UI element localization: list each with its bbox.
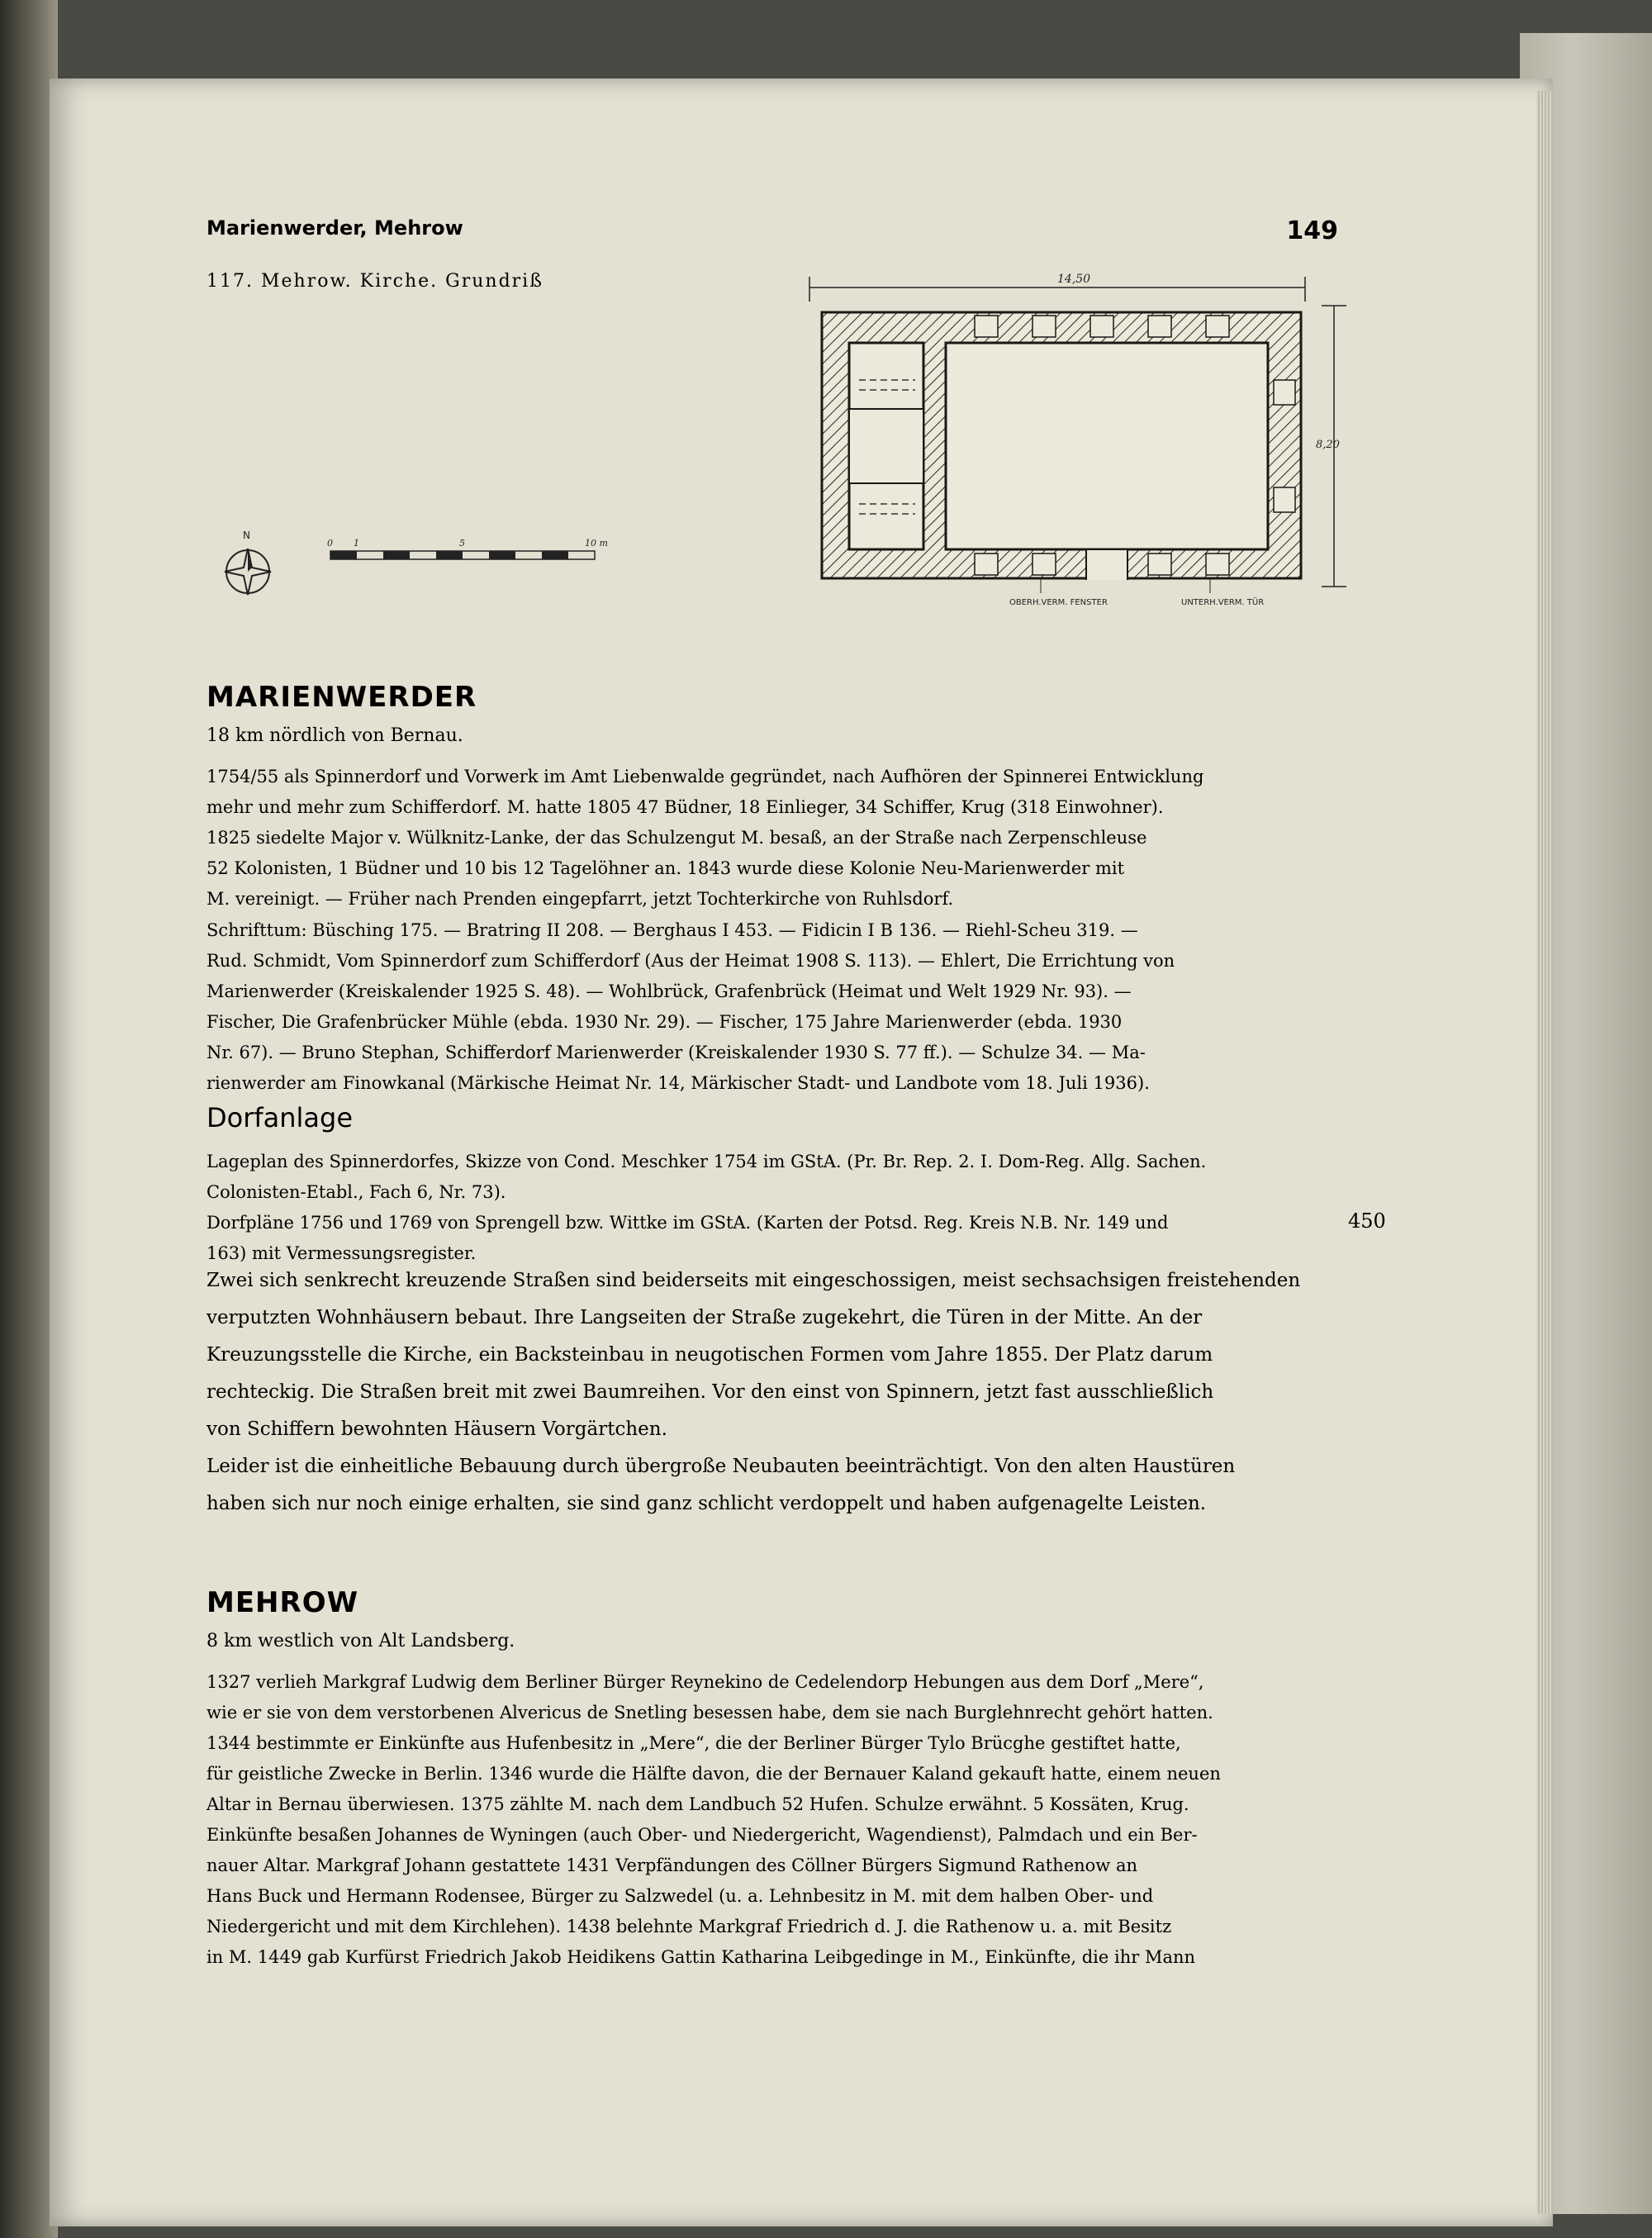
text-line: Lageplan des Spinnerdorfes, Skizze von Cond. Meschker 1754 im GStA. (Pr. Br. Rep. 2. I. Dom-Reg. Allg. Sachen. — [206, 1152, 1207, 1171]
text-line: 1825 siedelte Major v. Wülknitz-Lanke, der das Schulzengut M. besaß, an der Straße nach Zerpenschleuse — [206, 828, 1147, 848]
page-number: 149 — [1286, 216, 1338, 245]
text-line: M. vereinigt. — Früher nach Prenden eingepfarrt, jetzt Tochterkirche von Ruhlsdorf. — [206, 889, 954, 909]
text-line: rienwerder am Finowkanal (Märkische Heimat Nr. 14, Märkischer Stadt- und Landbote vom 18. Juli 1936). — [206, 1073, 1150, 1093]
scale-label-10: 10 m — [585, 538, 608, 549]
figure-caption: 117. Mehrow. Kirche. Grundriß — [206, 271, 544, 292]
text-line: Kreuzungsstelle die Kirche, ein Backsteinbau in neugotischen Formen vom Jahre 1855. Der Platz darum — [206, 1344, 1213, 1366]
running-head — [206, 216, 1338, 249]
marienwerder-history — [206, 762, 1338, 915]
legend-door-label: UNTERH.VERM. TÜR — [1181, 598, 1265, 607]
page-stack-edge — [1536, 91, 1553, 2214]
text-line: 1344 bestimmte er Einkünfte aus Hufenbesitz in „Mere“, die der Berliner Bürger Tylo Brücghe gestiftet hatte, — [206, 1733, 1181, 1753]
text-line: Einkünfte besaßen Johannes de Wyningen (auch Ober- und Niedergericht, Wagendienst), Palmdach und ein Ber- — [206, 1825, 1198, 1845]
section-title-marienwerder: MARIENWERDER — [206, 681, 477, 714]
text-line: Rud. Schmidt, Vom Spinnerdorf zum Schifferdorf (Aus der Heimat 1908 S. 113). — Ehlert, Die Errichtung von — [206, 951, 1175, 971]
text-line: nauer Altar. Markgraf Johann gestattete 1431 Verpfändungen des Cöllner Bürgers Sigmund Rathenow an — [206, 1855, 1137, 1875]
text-line: Schrifttum: Büsching 175. — Bratring II 208. — Berghaus I 453. — Fidicin I B 136. — Riehl-Scheu 319. — — [206, 920, 1138, 940]
scale-label-1: 1 — [354, 538, 359, 549]
text-line: rechteckig. Die Straßen breit mit zwei Baumreihen. Vor den einst von Spinnern, jetzt fast ausschließlich — [206, 1381, 1214, 1403]
mehrow-distance: 8 km westlich von Alt Landsberg. — [206, 1631, 515, 1651]
dimension-height-label: 8,20 — [1316, 439, 1340, 451]
text-line: verputzten Wohnhäusern bebaut. Ihre Langseiten der Straße zugekehrt, die Türen in der Mitte. An der — [206, 1307, 1203, 1328]
margin-reference-number: 450 — [1348, 1209, 1386, 1233]
text-line: Colonisten-Etabl., Fach 6, Nr. 73). — [206, 1182, 506, 1202]
church-floor-plan — [793, 264, 1355, 620]
text-line: Zwei sich senkrecht kreuzende Straßen sind beiderseits mit eingeschossigen, meist sechsachsigen freistehenden — [206, 1270, 1301, 1291]
text-line: 163) mit Vermessungsregister. — [206, 1243, 477, 1263]
running-head-title: Marienwerder, Mehrow — [206, 216, 463, 240]
section-title-dorfanlage: Dorfanlage — [206, 1102, 354, 1133]
text-line: haben sich nur noch einige erhalten, sie sind ganz schlicht verdoppelt und haben aufgenagelte Leisten. — [206, 1493, 1207, 1514]
scale-bar — [322, 533, 620, 574]
text-line: 1754/55 als Spinnerdorf und Vorwerk im Amt Liebenwalde gegründet, nach Aufhören der Spinnerei Entwicklung — [206, 767, 1204, 786]
compass-rose-icon — [215, 529, 281, 603]
text-line: mehr und mehr zum Schifferdorf. M. hatte 1805 47 Büdner, 18 Einlieger, 34 Schiffer, Krug (318 Einwohner). — [206, 797, 1164, 817]
text-line: wie er sie von dem verstorbenen Alvericus de Snetling besessen habe, dem sie nach Burglehnrecht gehört hatten. — [206, 1703, 1213, 1722]
dimension-width-label: 14,50 — [1057, 273, 1091, 286]
text-line: Fischer, Die Grafenbrücker Mühle (ebda. 1930 Nr. 29). — Fischer, 175 Jahre Marienwerder (ebda. 1930 — [206, 1012, 1123, 1032]
text-line: von Schiffern bewohnten Häusern Vorgärtchen. — [206, 1418, 667, 1440]
scale-label-5: 5 — [459, 538, 465, 549]
dorfanlage-text — [206, 1262, 1338, 1523]
text-line: Altar in Bernau überwiesen. 1375 zählte M. nach dem Landbuch 52 Hufen. Schulze erwähnt. 5 Kossäten, Krug. — [206, 1794, 1189, 1814]
scale-label-0: 0 — [327, 538, 333, 549]
legend-window-label: OBERH.VERM. FENSTER — [1009, 598, 1108, 607]
text-line: 52 Kolonisten, 1 Büdner und 10 bis 12 Tagelöhner an. 1843 wurde diese Kolonie Neu-Marienwerder mit — [206, 858, 1125, 878]
text-line: Marienwerder (Kreiskalender 1925 S. 48). — Wohlbrück, Grafenbrück (Heimat und Welt 1929 Nr. 93). — — [206, 981, 1132, 1001]
text-line: in M. 1449 gab Kurfürst Friedrich Jakob Heidikens Gattin Katharina Leibgedinge in M., Einkünfte, die ihr Mann — [206, 1947, 1196, 1967]
text-line: Hans Buck und Hermann Rodensee, Bürger zu Salzwedel (u. a. Lehnbesitz in M. mit dem halben Ober- und — [206, 1886, 1154, 1906]
text-line: 1327 verlieh Markgraf Ludwig dem Berliner Bürger Reynekino de Cedelendorp Hebungen aus dem Dorf „Mere“, — [206, 1672, 1204, 1692]
text-line: Nr. 67). — Bruno Stephan, Schifferdorf Marienwerder (Kreiskalender 1930 S. 77 ff.). — Schulze 34. — Ma- — [206, 1043, 1146, 1062]
dorfanlage-sources — [206, 1147, 1338, 1269]
section-title-mehrow: MEHROW — [206, 1586, 359, 1619]
text-line: Niedergericht und mit dem Kirchlehen). 1438 belehnte Markgraf Friedrich d. J. die Rathenow u. a. mit Besitz — [206, 1917, 1172, 1936]
marienwerder-distance: 18 km nördlich von Bernau. — [206, 725, 463, 746]
text-line: für geistliche Zwecke in Berlin. 1346 wurde die Hälfte davon, die der Bernauer Kaland gekauft hatte, einem neuen — [206, 1764, 1221, 1784]
compass-north-label: N — [243, 530, 250, 541]
mehrow-history — [206, 1667, 1338, 1973]
text-line: Leider ist die einheitliche Bebauung durch übergroße Neubauten beeinträchtigt. Von den alten Haustüren — [206, 1456, 1236, 1477]
marienwerder-literature — [206, 915, 1338, 1099]
text-line: Dorfpläne 1756 und 1769 von Sprengell bzw. Wittke im GStA. (Karten der Potsd. Reg. Kreis N.B. Nr. 149 und — [206, 1213, 1169, 1233]
